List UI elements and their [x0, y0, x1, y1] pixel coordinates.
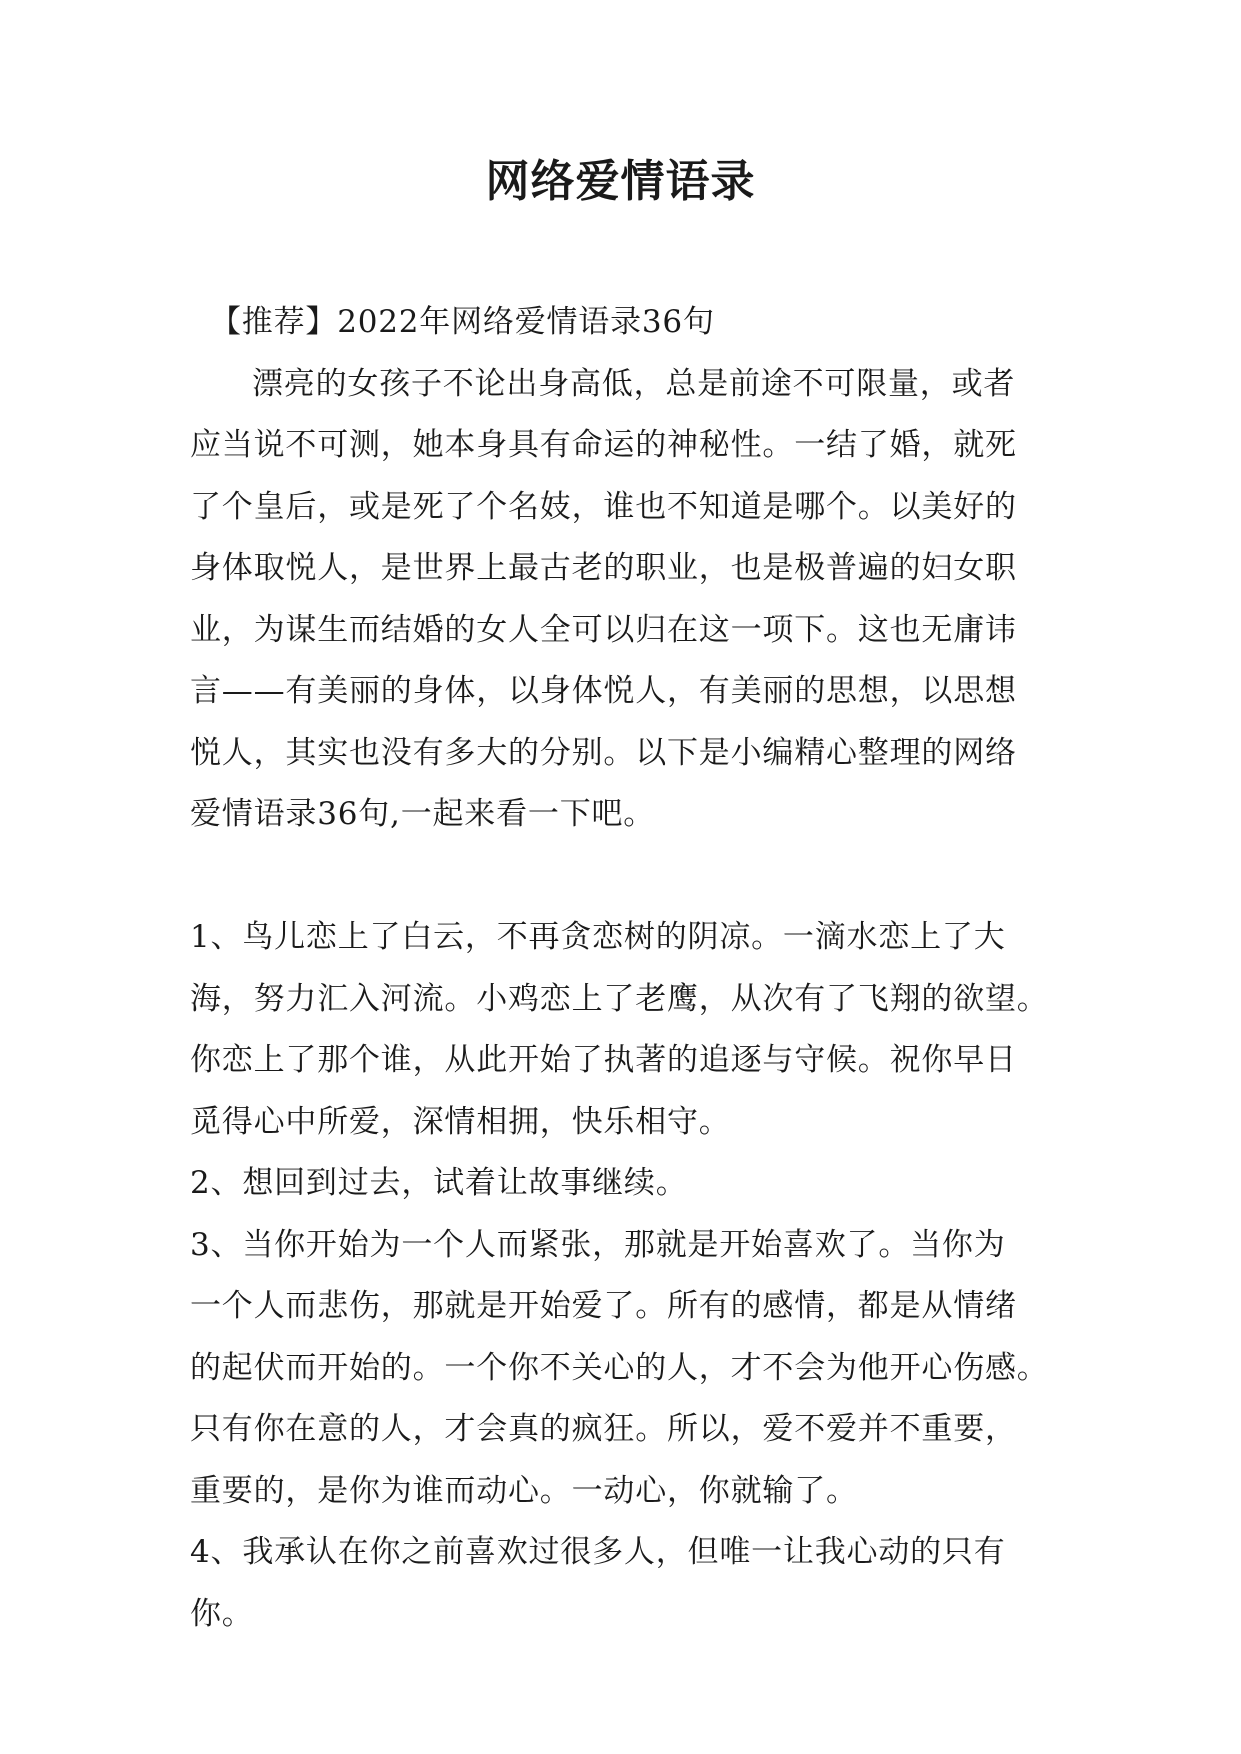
quote-line: 2、想回到过去，试着让故事继续。 — [190, 1165, 688, 1201]
intro-line: 爱情语录36句,一起来看一下吧。 — [190, 796, 656, 832]
quote-line: 的起伏而开始的。一个你不关心的人，才不会为他开心伤感。 — [190, 1349, 1049, 1386]
quote-line: 你恋上了那个谁，从此开始了执著的追逐与守候。祝你早日 — [190, 1042, 1017, 1078]
quote-line: 觅得心中所爱，深情相拥，快乐相守。 — [190, 1103, 731, 1140]
quote-line: 你。 — [190, 1595, 254, 1632]
intro-line: 身体取悦人，是世界上最古老的职业，也是极普遍的妇女职 — [190, 550, 1017, 586]
intro-line: 了个皇后，或是死了个名妓，谁也不知道是哪个。以美好的 — [190, 488, 1017, 525]
intro-line: 悦人，其实也没有多大的分别。以下是小编精心整理的网络 — [190, 734, 1017, 771]
quote-line: 只有你在意的人，才会真的疯狂。所以，爱不爱并不重要， — [190, 1411, 1017, 1447]
recommend-heading: 【推荐】2022年网络爱情语录36句 — [210, 304, 715, 340]
intro-line: 业，为谋生而结婚的女人全可以归在这一项下。这也无庸讳 — [190, 611, 1017, 648]
intro-line: 漂亮的女孩子不论出身高低，总是前途不可限量，或者 — [252, 365, 1016, 402]
intro-line: 言——有美丽的身体，以身体悦人，有美丽的思想，以思想 — [190, 673, 1017, 709]
document-body — [190, 292, 1060, 1645]
quote-line: 3、当你开始为一个人而紧张，那就是开始喜欢了。当你为 — [190, 1226, 1006, 1263]
quote-line: 一个人而悲伤，那就是开始爱了。所有的感情，都是从情绪 — [190, 1288, 1017, 1324]
paragraph-spacer — [190, 846, 1060, 908]
quote-line: 海，努力汇入河流。小鸡恋上了老鹰，从次有了飞翔的欲望。 — [190, 980, 1049, 1017]
quote-line: 4、我承认在你之前喜欢过很多人，但唯一让我心动的只有 — [190, 1534, 1006, 1570]
document-title: 网络爱情语录 — [485, 156, 756, 207]
intro-line: 应当说不可测，她本身具有命运的神秘性。一结了婚，就死 — [190, 427, 1017, 463]
quote-line: 1、鸟儿恋上了白云，不再贪恋树的阴凉。一滴水恋上了大 — [190, 919, 1006, 955]
quote-line: 重要的，是你为谁而动心。一动心，你就输了。 — [190, 1472, 858, 1509]
